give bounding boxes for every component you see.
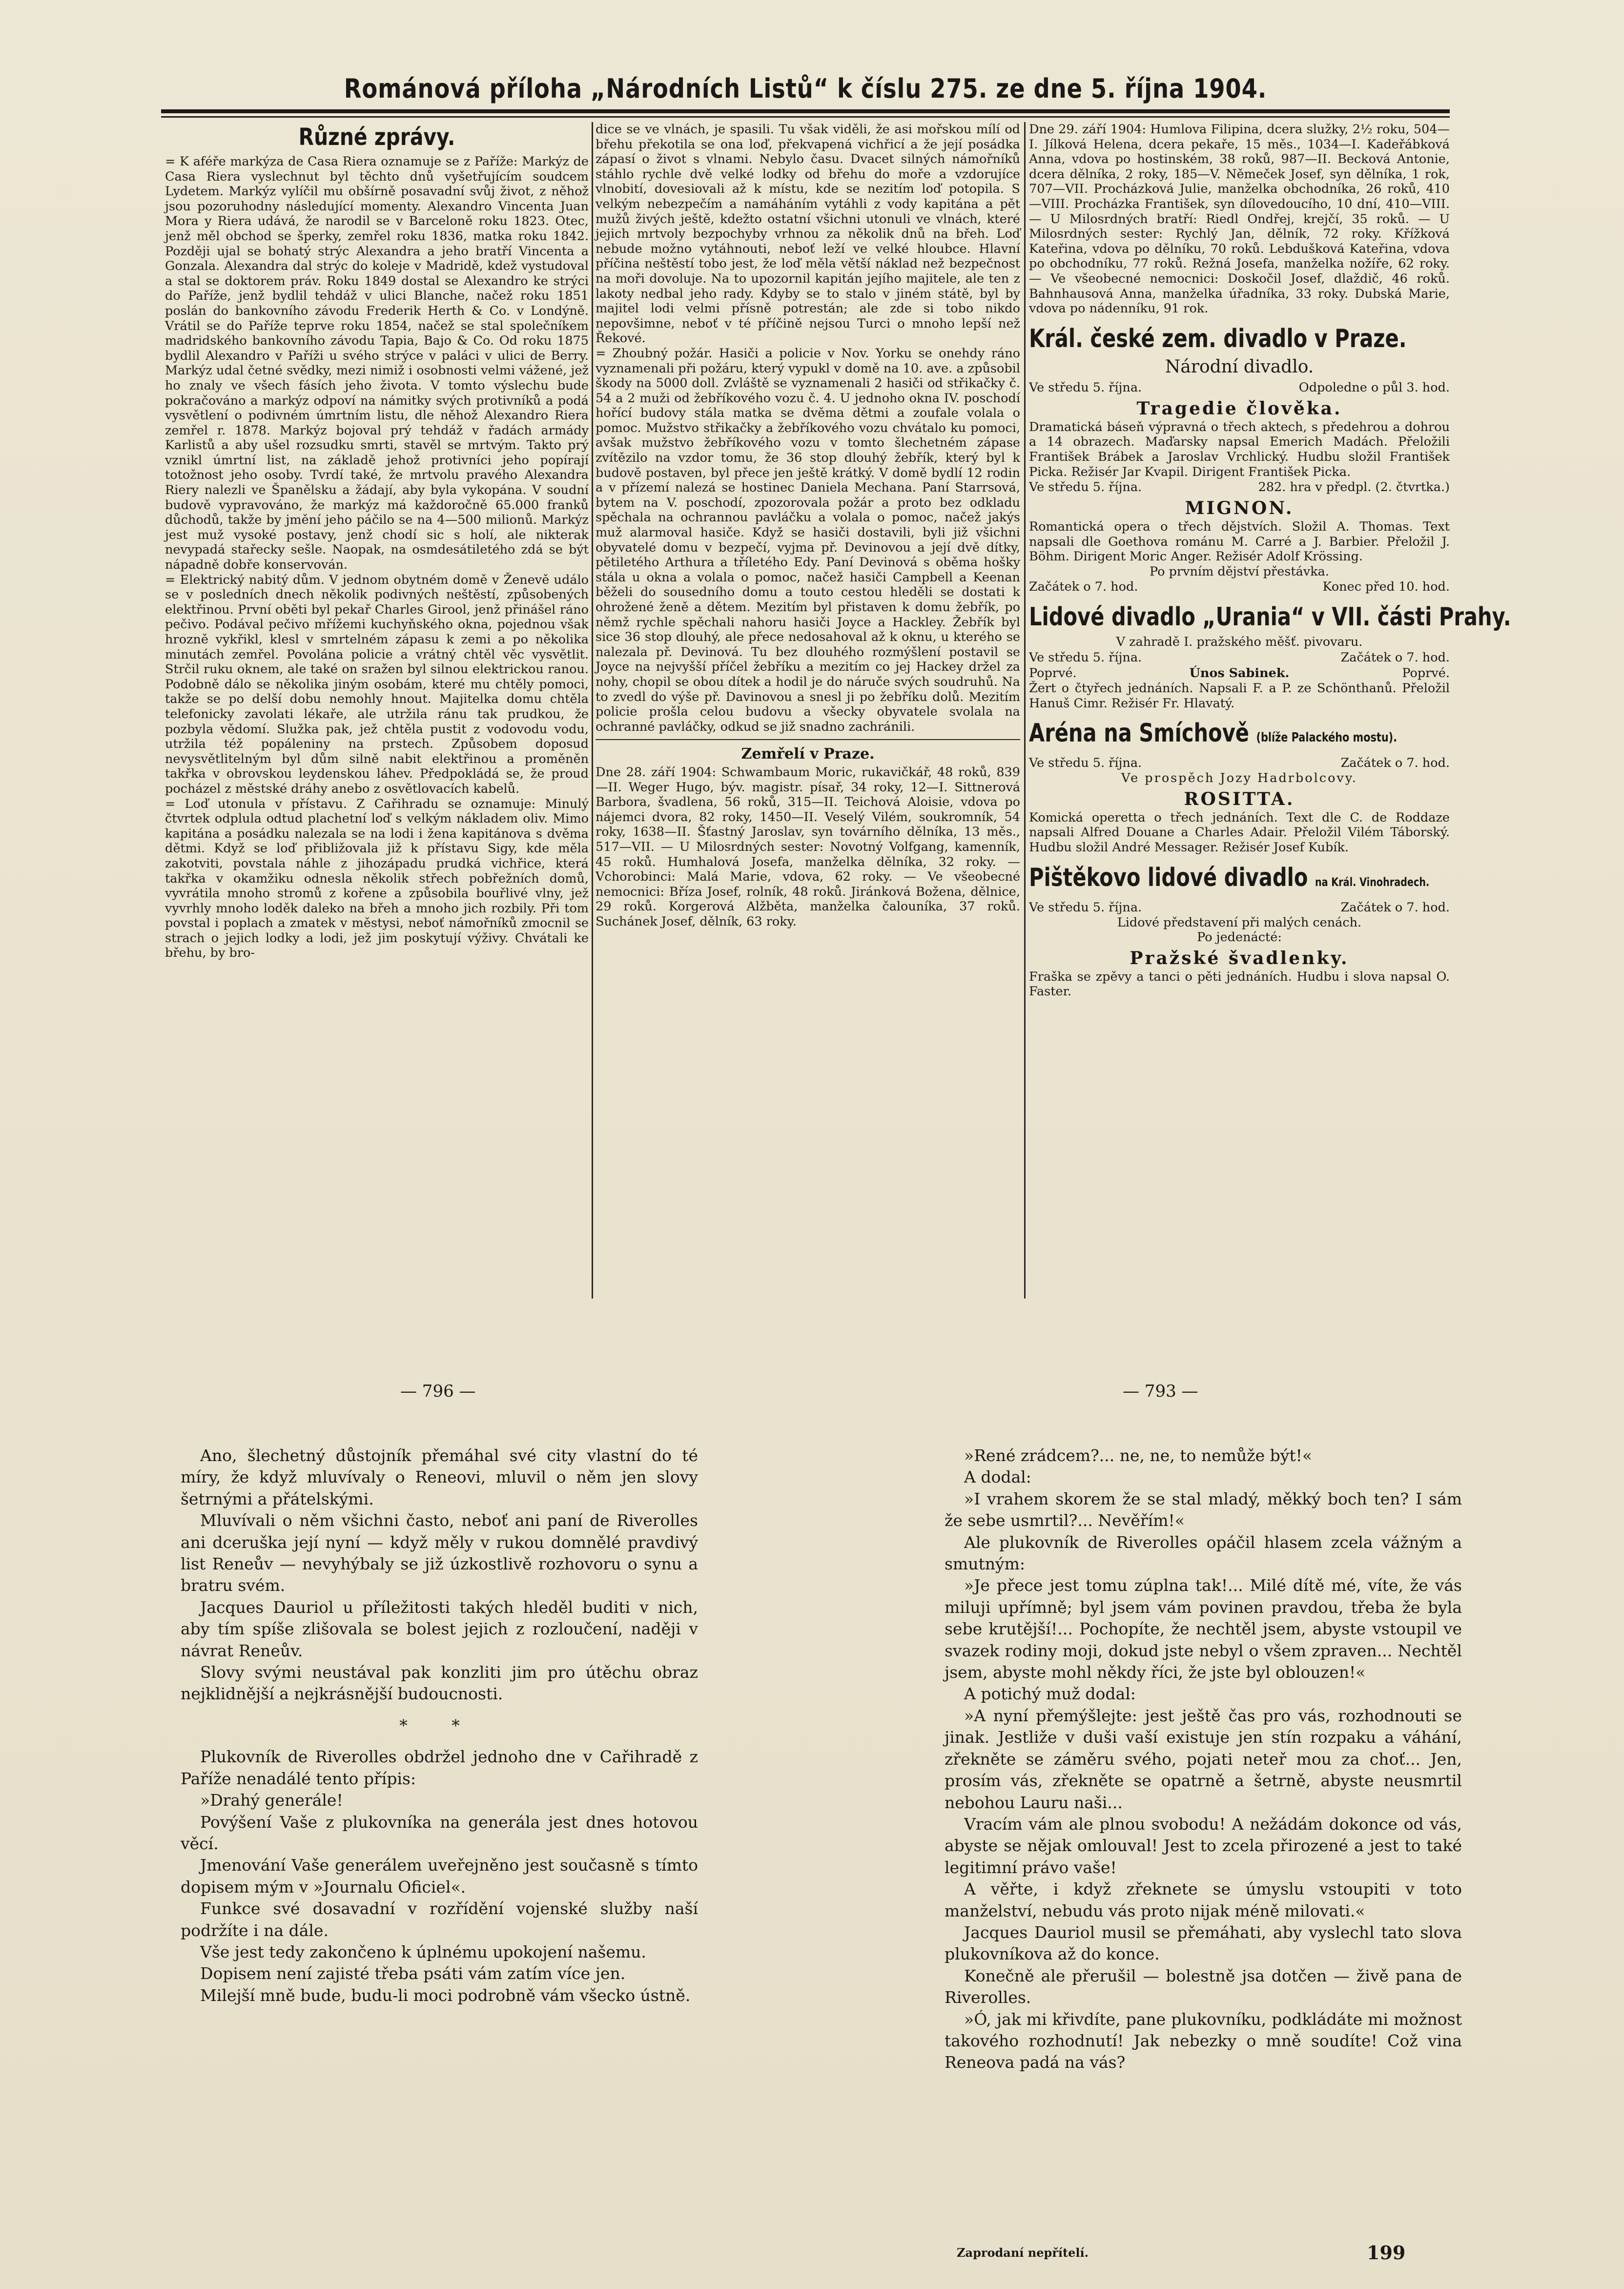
article-ship-sunk-cont: dice se ve vlnách, je spasili. Tu však viděli, že asi mořskou mílí od břehu překotila se ona loď, překvapená vichřicí a že její posádka zápasí o život s vlnami. Nebylo času. Dvacet silných námořníků stáhlo rychle dvě velké lodky od břehu do moře a vzdorujíce vlnobití, dovesiovali až k místu, kde se nezitím loď potopila. S velkým nebezpečím a namáháním vytáhli z vody kapitána a pět mužů živých ještě, kdežto ostatní všichni utonuli ve vlnách, které jejich mrtvoly bezpochyby vrhnou za několik dnů na břeh. Loď nebude možno vytáhnouti, neboť leží ve velké hloubce. Hlavní příčina neštěstí tobo jest, že loď měla větší náklad než bezpečnost na moři dovoluje. Na to upozornil kapitán jejího majitele, ale ten z lakoty nedbal jeho rady. Kdyby se to stalo v jiném státě, byl by majitel lodi velmi přísně potrestán; ale zde si tobo nikdo nepovšimne, neboť v té příčině nejsou Turci o mnoho lepší než Řekové.: [596, 122, 1020, 346]
benefit-line: Ve prospěch Jozy Hadrbolcovy.: [1121, 771, 1357, 786]
novel-right-column: »René zrádcem?... ne, ne, to nemůže být!« A dodal: »I vrahem skorem že se stal mladý, měkký boch ten? I sám že sebe usmrtil?... Nevěřím!« Ale plukovník de Riverolles opáčil hlasem zcela vážným a smutným: »Je přece jest tomu zúplna tak!... Milé dítě mé, víte, že vás miluji upřímně; byl jsem vám povinen pravdou, třeba že byla sebe krutější!... Pochopíte, že nechtěl jsem, abyste vstoupil ve svazek rodiny moji, dokud jste nebyl o všem zpraven... Nechtěl jsem, abyste mohl někdy říci, že jste byl oblouzen!« A potichý muž dodal: »A nyní přemýšlejte: jest ještě čas pro vás, rozhodnouti se jinak. Jestliže v duši vaší existuje jen stín rozpaku a váhání, zřekněte se záměru svého, pojati neteř mou za choť... Jen, prosím vás, zřekněte se opatrně a šetrně, abyste neusmrtil nebohou Lauru naši... Vracím vám ale plnou svobodu! A nežádám dokonce od vás, abyste se nějak omlouval! Jest to zcela přirozené a jest to také legitimní právo vaše! A věřte, i když zřeknete se úmyslu vstoupiti v toto manželství, nebudu vás proto nijak méně milovati.« Jacques Dauriol musil se přemáhati, aby vyslechl tato slova plukovníkova až do konce. Konečně ale přerušil — bolestně jsa dotčen — živě pana de Riverolles. »Ó, jak mi křivdíte, pane plukovníku, podkládáte mi možnost takového rozhodnutí! Jak nebezky o mně soudíte! Což vina Reneova padá na vás?: [945, 1446, 1462, 2072]
masthead-rule: [161, 109, 1450, 113]
column-separator: [592, 122, 593, 1299]
deaths-list: Dne 28. září 1904: Schwambaum Moric, rukavičkář, 48 roků, 839—II. Weger Hugo, býv. magistr. písař, 34 roky, 12—I. Sittnerová Barbora, švadlena, 56 roků, 315—II. Teichová Aloisie, vdova po nájemci dvora, 82 roky, 1450—II. Veselý Vilém, soukromník, 54 roky, 1638—II. Šťastný Jaroslav, syn továrního dělníka, 13 měs., 517—VII. — U Milosrdných sester: Novotný Volfgang, kamenník, 45 roků. Humhalová Josefa, manželka dělníka, 32 roky. — Vchorobinci: Malá Marie, vdova, 62 roky. — Ve všeobecné nemocnici: Bříza Josef, rolník, 48 roků. Jiránková Božena, dělnice, 29 roků. Korgerová Alžběta, manželka čalouníka, 37 roků. Suchánek Josef, dělník, 63 roky.: [596, 764, 1020, 929]
novel-left-column: Ano, šlechetný důstojník přemáhal své city vlastní do té míry, že když mluvívaly o Reneovi, mluvil o něm jen slovy šetrnými a přátelskými. Mluvívali o něm všichni často, neboť ani paní de Riverolles ani dceruška její nyní — když měly v rukou domnělé pravdivý list Reneův — nevyhýbaly se již úzkostlivě rozhovoru o synu a bratru svém. Jacques Dauriol u příležitosti takých hleděl buditi v nich, aby tím spíše zlišovala se bolest jejich z rozloučení, naději v návrat Reneův. Slovy svými neustával pak konzliti jim pro útěchu obraz nejklidnější a nejkrásnější budoucnosti. * * Plukovník de Riverolles obdržel jednoho dne v Cařihradě z Paříže nenadálé tento přípis: »Drahý generále! Povýšení Vaše z plukovníka na generála jest dnes hotovou věcí. Jmenování Vaše generálem uveřejněno jest současně s tímto dopisem mým v »Journalu Oficiel«. Funkce své dosavadní v rozřídění vojenské služby naší podržíte i na dále. Vše jest tedy zakončeno k úplnému upokojení našemu. Dopisem není zajisté třeba psáti vám zatím více jen. Milejší mně bude, budu-li moci podrobně vám všecko ústně.: [181, 1446, 698, 2005]
performance-line: Lidové představení při malých cenách.: [1117, 915, 1362, 930]
performance-count: Po jedenácté:: [1197, 930, 1282, 945]
play-title: MIGNON.: [1185, 498, 1294, 519]
start-end-row: Začátek o 7. hod. Konec před 10. hod.: [1029, 579, 1450, 595]
sheet-number: 199: [1367, 2242, 1406, 2264]
theatre-urania-sub: V zahradě I. pražského měšť. pivovaru.: [1116, 635, 1363, 650]
play-description: Fraška se zpěvy a tanci o pěti jednáních. Hudbu i slova napsal O. Faster.: [1029, 969, 1450, 999]
divider: [596, 739, 1020, 740]
showtime-row: Ve středu 5. října. Začátek o 7. hod.: [1029, 900, 1450, 915]
theatre-urania-title: Lidové divadlo „Urania“ v VII. části Prahy.: [1029, 602, 1511, 632]
rubric-heading: Různé zprávy.: [298, 124, 455, 151]
showtime-row: Ve středu 5. října. 282. hra v předpl. (2. čtvrtka.): [1029, 480, 1450, 495]
article-electric-house: = Elektrický nabitý dům. V jednom obytném domě v Ženevě událo se v posledních dnech několik podivných neštěstí, způsobených elektřinou. První oběti byl pekař Charles Girool, jenž přinášel ráno pečivo. Podával pečivo mřížemi kuchyňského okna, pojednou však hrozně vykřikl, klesl v smrtelném zápasu k zemi a po několika minutách zemřel. Povolána policie a vrátný chtěl věc vysvětlit. Strčil ruku oknem, ale také on sražen byl silnou elektrickou ranou. Podobně dálo se několika jiným osobám, které mu chtěly pomoci, takže se po delší dobu nemohly hnout. Majitelka domu chtěla telefonicky zavolati lékaře, ale utržila ránu tak prudkou, že pozbyla vědomí. Služka pak, jež chtěla pustit z vodovodu vodu, utržila též popáleniny na prstech. Způsobem doposud nevysvětlitelným byl dům silně nabit elektřinou a proměněn takřka v obrovskou leydenskou láhev. Předpokládá se, že proud pocházel z městské dráhy anebo z osvětlovacích kabelů.: [165, 572, 589, 796]
deaths-list-cont: Dne 29. září 1904: Humlova Filipina, dcera služky, 2½ roku, 504—I. Jílková Helena, dcera pekaře, 15 měs., 1034—I. Kadeřábková Anna, vdova po hostinském, 38 roků, 987—II. Becková Antonie, dcera dělníka, 2 roky, 185—V. Němeček Josef, syn dělníka, 1 rok, 707—VII. Procházková Julie, manželka obchodníka, 26 roků, 410—VIII. Procházka František, syn dílovedoucího, 10 dní, 410—VIII. — U Milosrdných bratří: Riedl Ondřej, krejčí, 35 roků. — U Milosrdných sester: Rychlý Jan, dělník, 72 roky. Křížková Kateřina, vdova po dělníku, 70 roků. Lebdušková Kateřina, vdova po obchodníku, 77 roků. Režná Josefa, manželka nožíře, 62 roky. — Ve všeobecné nemocnici: Doskočil Josef, dlaždič, 46 roků. Bahnhausová Anna, manželka úřadníka, 33 roky. Dubská Marie, vdova po nádenníku, 91 rok.: [1029, 122, 1450, 316]
column-news-cont: [596, 122, 1020, 929]
page-number-right: — 793 —: [1123, 1382, 1198, 1401]
intermission-note: Po prvním dějství přestávka.: [1150, 564, 1329, 579]
play-title: ROSITTA.: [1184, 788, 1295, 809]
showtime-row: Ve středu 5. října. Odpoledne o půl 3. hod.: [1029, 380, 1450, 395]
showtime-row: Ve středu 5. října. Začátek o 7. hod.: [1029, 650, 1450, 665]
play-description: Dramatická báseň výpravná o třech aktech, s předehrou a dohrou a 14 obrazech. Maďarsky napsal Emerich Madách. Přeložili František Brábek a Jaroslav Vrchlický. Hudbu složil František Picka. Režisér Jar Kvapil. Dirigent František Picka.: [1029, 419, 1450, 479]
play-description: Romantická opera o třech dějstvích. Složil A. Thomas. Text napsali dle Goethova románu M. Carré a J. Barbier. Přeložil J. Böhm. Dirigent Moric Anger. Režisér Adolf Krössing.: [1029, 519, 1450, 564]
theatre-national-title: Král. české zem. divadlo v Praze.: [1029, 324, 1407, 353]
masthead: Románová příloha „Národních Listů“ k číslu 275. ze dne 5. října 1904.: [344, 73, 1267, 104]
premiere-row: Poprvé. Únos Sabinek. Poprvé.: [1029, 666, 1450, 681]
page-number-left: — 796 —: [400, 1382, 476, 1401]
showtime-row: Ve středu 5. října. Začátek o 7. hod.: [1029, 756, 1450, 771]
theatre-pistek-title: Pištěkovo lidové divadlo na Král. Vinohradech.: [1029, 863, 1430, 892]
play-description: Žert o čtyřech jednáních. Napsali F. a P. ze Schönthanů. Přeložil Hanuš Cimr. Režisér Fr. Hlavatý.: [1029, 681, 1450, 711]
section-stars: * *: [399, 1715, 479, 1735]
play-description: Komická operetta o třech jednáních. Text dle C. de Roddaze napsali Alfred Douane a Charles Adair. Přeložil Vilém Táborský. Hudbu složil André Messager. Režisér Josef Kubík.: [1029, 810, 1450, 855]
masthead-rule-thin: [161, 116, 1450, 118]
play-title: Tragedie člověka.: [1136, 398, 1342, 419]
article-ship-sunk: = Loď utonula v přístavu. Z Cařihradu se oznamuje: Minulý čtvrtek odplula odtud plachetní loď s velkým nákladem oliv. Mimo kapitána a posádku nalezala se na lodi i žena kapitánova s dvěma dětmi. Když se loď přibližovala již k přístavu Sigy, kde měla zakotviti, povstala náhle z jihozápadu prudká vichřice, která takřka v okamžiku odnesla několik střech pobřežních domů, vyvrátila mnoho stromů z kořene a způsobila bouřlivé vlny, jež vyvrhly mnoho loděk daleko na břeh a mnoho jich rozbily. Při tom povstal i poplach a zmatek v městysi, neboť námořníků zmocnil se strach o jejich lodky a lodi, jež jim poskytují výživy. Chvátali ke břehu, by bro-: [165, 796, 589, 961]
article-fire: = Zhoubný požár. Hasiči a policie v Nov. Yorku se onehdy ráno vyznamenali při požáru, který vypukl v domě na 10. ave. a způsobil škody na 5000 doll. Zvláště se vyznamenali 2 hasiči od střikačky č. 54 a 2 muži od žebříkového vozu č. 4. U jednoho okna IV. poschodí hořící budovy stála matka se dvěma dětmi a zoufale volala o pomoc. Mužstvo střikačky a žebříkového vozu chvátalo ku pomoci, avšak mužstvo žebříkového vozu v tomto šlechetném zápase zvítězilo na vzdor tomu, že 36 stop dlouhý žebřík, který byl k budově postaven, byl přece jen ještě krátký. V domě bydlí 12 rodin a v přízemí nalezá se hostinec Daniela Mechana. Paní Starrsová, bytem na V. poschodí, zpozorovala požár a proto bez odkladu spěchala na ochrannou pavláčku a volala o pomoc, načež jakýs muž alarmoval hasiče. Když se hasiči dostavili, byli již všichni obyvatelé domu v bezpečí, vyjma př. Devinovou a její dvě dítky, pětiletého Arthura a tříletého Edy. Paní Devinová s oběma hošky stála u okna a volala o pomoc, načež hasiči Campbell a Keenan běželi do sousedního domu a touto cestou hleděli se dostati k ohrožené ženě a dětem. Mezitím byl přistaven k domu žebřík, po němž rychle spěchali nahoru hasiči Joyce a Hackley. Žebřík byl sice 36 stop dlouhý, ale přece nedosahoval až k oknu, u kterého se nalezala př. Devinová. Tu bez dlouhého rozmýšlení postavil se Joyce na nejvyšší příčel žebříku a mezitím co jej Hackey držel za nohy, chopil se obou dítek a hodil je do náruče svých soudruhů. Na to zvedl do výše př. Davinovou a snesl ji po žebříku dolů. Mezitím policie prošla celou budovu a všecky obyvatele svolala na ochranné pavláčky, odkud se již snadno zachránili.: [596, 346, 1020, 734]
theatre-arena-title: Aréna na Smíchově (blíže Palackého mostu).: [1029, 719, 1398, 748]
column-news: [165, 122, 589, 961]
serial-title-footer: Zaprodaní nepřítelí.: [957, 2246, 1089, 2260]
play-title: Pražské švadlenky.: [1130, 948, 1349, 969]
theatre-national-sub: Národní divadlo.: [1165, 356, 1314, 377]
column-theatre: [1029, 122, 1511, 999]
deaths-heading: Zemřelí v Praze.: [741, 745, 875, 763]
article-casa-riera: = K aféře markýza de Casa Riera oznamuje se z Paříže: Markýz de Casa Riera vyslechnut byl těchto dnů vyšetřujícím soudcem Lydetem. Markýz vylíčil mu obšírně posavadní svůj život, z něhož jsou pozoruhodny následující momenty. Alexandro Vincenta Juan Mora y Riera udává, že narodil se v Barceloně roku 1823. Otec, jenž měl obchod se šperky, zemřel roku 1836, matka roku 1842. Později ujal se bohatý strýc Alexandra a jeho bratří Vincenta a Gonzala. Alexandra dal strýc do koleje v Madridě, kdež vystudoval a stal se doktorem práv. Roku 1849 dostal se Alexandro ke strýci do Paříže, jenž bydlil tehdáž v ulici Blanche, načež roku 1851 poslán do bankovního závodu Frederik Herth & Co. v Londýně. Vrátil se do Paříže teprve roku 1854, načež se stal společníkem madridského bankovního závodu Tapia, Bajo & Co. Od roku 1875 bydlil Alexandro v Paříži u svého strýce v paláci v ulici de Berry. Markýz udal četné svědky, mezi nimiž i osobnosti velmi vážené, jež ho znaly ve všech fásích jeho života. V tomto výslechu bude pokračováno a markýz odpoví na námitky svých protivníků a podá vysvětlení o podivném úmrtním listu, dle něhož Alexandro Riera zemřel r. 1878. Markýz bojoval prý tehdáž v řadách armády Karlistů a aby ušel rozsudku smrti, stavěl se mrtvým. Takto prý vznikl úmrtní list, na základě jehož protivníci jeho popírají totožnost jeho osoby. Tvrdí také, že mrtvolu pravého Alexandra Riery nalezli ve Španělsku a žádají, aby byla vykopána. V soudní budově vypravováno, že markýz má každoročně 65.000 franků důchodů, takže by jmění jeho páčilo se na 4—500 milionů. Markýz jest muž vysoké postavy, jenž chodí sic s holí, ale nikterak nevypadá stařecky sešle. Naopak, na osmdesátiletého zdá se být nápadně dobře konservován.: [165, 154, 589, 573]
column-separator: [1024, 122, 1026, 1299]
